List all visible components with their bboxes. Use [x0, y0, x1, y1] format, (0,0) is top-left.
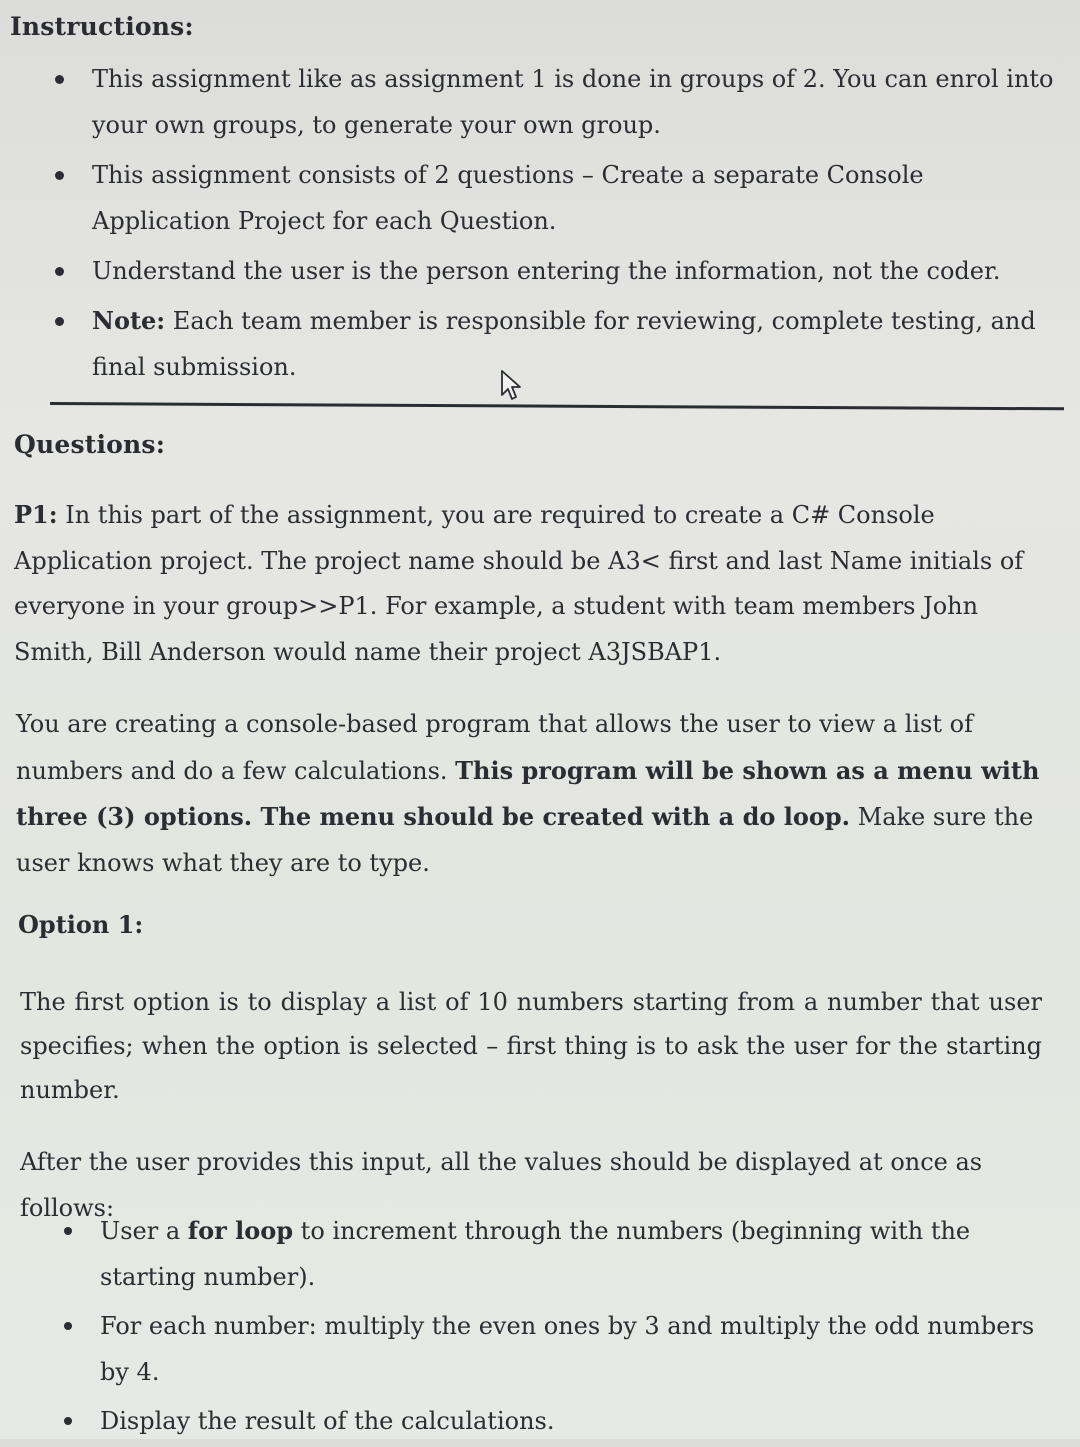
p2-text-before: You are creating a console-based program that allows the user to view a list of numbers and do a few calculations. [16, 710, 973, 785]
bullet-dot-icon [55, 317, 64, 326]
bullet-dot-icon [64, 1227, 72, 1235]
instructions-list [92, 56, 1067, 394]
option1-item-3 [100, 1398, 1040, 1444]
note-label: Note: [92, 306, 166, 335]
instruction-text: This assignment like as assignment 1 is done in groups of 2. You can enrol into your own groups, to generate your own group. [92, 65, 1054, 139]
option1-item-text: For each number: multiply the even ones by 3 and multiply the odd numbers by 4. [100, 1312, 1035, 1386]
mouse-pointer-icon [500, 369, 526, 403]
instruction-item-3 [92, 248, 1067, 294]
questions-heading: Questions: [14, 430, 166, 459]
question-p1-paragraph [14, 492, 1054, 675]
bullet-dot-icon [55, 171, 64, 180]
instruction-text: Each team member is responsible for reviewing, complete testing, and final submission. [92, 307, 1036, 381]
option1-item-text-before: User a [100, 1217, 188, 1245]
bullet-dot-icon [55, 267, 64, 276]
bullet-dot-icon [64, 1322, 72, 1330]
option1-heading: Option 1: [18, 910, 144, 939]
option1-description: The first option is to display a list of 10 numbers starting from a number that user specifies; when the option is selected – first thing is to ask the user for the starting number. [20, 988, 1042, 1104]
p1-text: In this part of the assignment, you are required to create a C# Console Application project. The project name should be A3< first and last Name initials of everyone in your group>>P1. For example, a student with team members John Smith, Bill Anderson would name their project A3JSBAP1. [14, 501, 1024, 666]
instruction-item-2 [92, 152, 1067, 244]
instruction-text: Understand the user is the person entering the information, not the coder. [92, 257, 1001, 285]
option1-followup: After the user provides this input, all the values should be displayed at once as follows: [20, 1148, 983, 1222]
option1-item-1 [100, 1208, 1040, 1300]
bullet-dot-icon [64, 1417, 72, 1425]
option1-list [100, 1208, 1040, 1447]
p1-label: P1: [14, 500, 58, 529]
p2-text-after: Make sure the user knows what they are to type. [16, 803, 1034, 877]
instructions-heading: Instructions: [10, 12, 194, 41]
option1-item-2 [100, 1303, 1040, 1395]
p2-bold-text: This program will be shown as a menu with three (3) options. The menu should be created with a do loop. [16, 755, 1040, 831]
option1-item-text-after: to increment through the numbers (beginning with the starting number). [100, 1217, 971, 1291]
instruction-item-4 [92, 298, 1067, 390]
instruction-item-1 [92, 56, 1067, 148]
option1-item-text: Display the result of the calculations. [100, 1407, 555, 1435]
instruction-text: This assignment consists of 2 questions – Create a separate Console Application Project for each Question. [92, 161, 924, 235]
bullet-dot-icon [55, 75, 64, 84]
program-description-paragraph [16, 702, 1056, 886]
section-divider [50, 402, 1064, 410]
for-loop-label: for loop [187, 1216, 294, 1245]
